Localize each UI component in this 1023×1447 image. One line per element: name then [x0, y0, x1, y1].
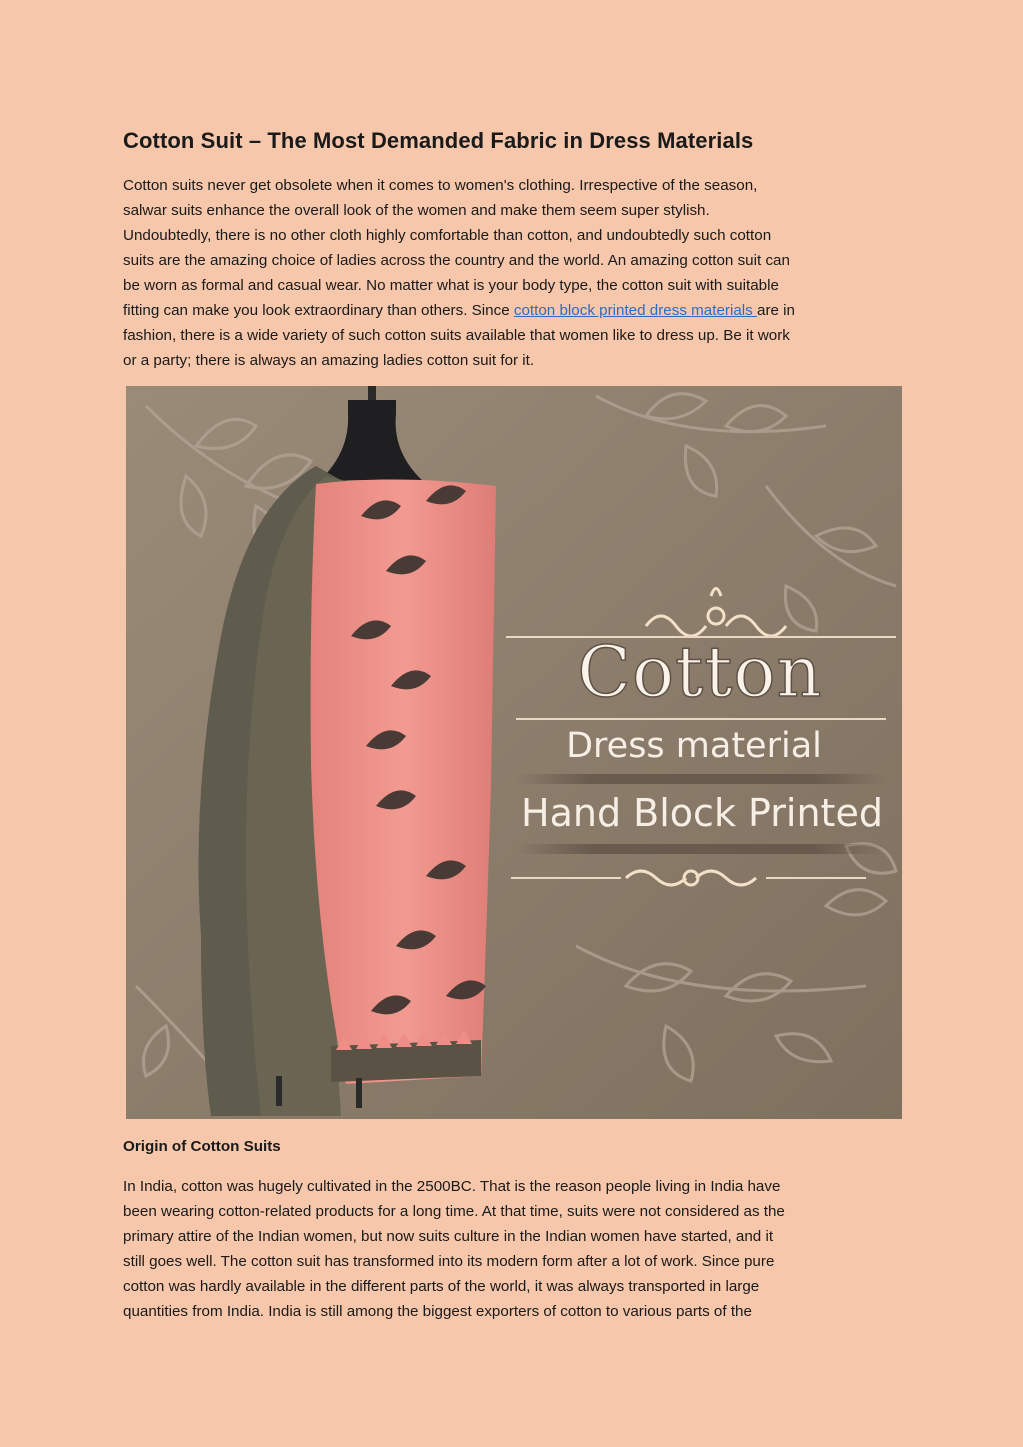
intro-line: fashion, there is a wide variety of such cotton suits available that women like to dress up. Be it work — [123, 327, 790, 344]
intro-paragraph — [123, 173, 913, 373]
article-title: Cotton Suit – The Most Demanded Fabric in Dress Materials — [123, 128, 754, 153]
cotton-dress-material-image — [126, 386, 902, 1119]
intro-text-after-link: are in — [757, 302, 795, 319]
origin-line: primary attire of the Indian women, but now suits culture in the Indian women have started, and it — [123, 1228, 774, 1245]
origin-line: still goes well. The cotton suit has transformed into its modern form after a lot of work. Since pure — [123, 1253, 775, 1270]
image-subheading: Dress material — [566, 726, 822, 766]
image-text-overlay — [126, 386, 902, 1119]
origin-line: cotton was hardly available in the different parts of the world, it was always transported in large — [123, 1278, 760, 1295]
intro-line: suits are the amazing choice of ladies across the country and the world. An amazing cotton suit can — [123, 252, 790, 269]
intro-line-with-link — [123, 298, 913, 323]
intro-line: Cotton suits never get obsolete when it comes to women's clothing. Irrespective of the season, — [123, 177, 758, 194]
intro-text-before-link: fitting can make you look extraordinary than others. Since — [123, 302, 514, 319]
section-title: Origin of Cotton Suits — [123, 1138, 281, 1155]
image-heading: Cotton — [577, 631, 823, 713]
origin-line: been wearing cotton-related products for a long time. At that time, suits were not considered as the — [123, 1203, 785, 1220]
intro-line: or a party; there is always an amazing ladies cotton suit for it. — [123, 352, 535, 369]
cotton-block-printed-link[interactable]: cotton block printed dress materials — [513, 302, 757, 319]
origin-line: In India, cotton was hugely cultivated in the 2500BC. That is the reason people living in India have — [123, 1178, 781, 1195]
intro-line: Undoubtedly, there is no other cloth highly comfortable than cotton, and undoubtedly such cotton — [123, 227, 772, 244]
image-tagline: Hand Block Printed — [521, 791, 883, 835]
origin-paragraph — [123, 1174, 913, 1324]
intro-line: salwar suits enhance the overall look of the women and make them seem super stylish. — [123, 202, 710, 219]
origin-line: quantities from India. India is still among the biggest exporters of cotton to various parts of the — [123, 1303, 752, 1320]
intro-line: be worn as formal and casual wear. No matter what is your body type, the cotton suit with suitable — [123, 277, 779, 294]
